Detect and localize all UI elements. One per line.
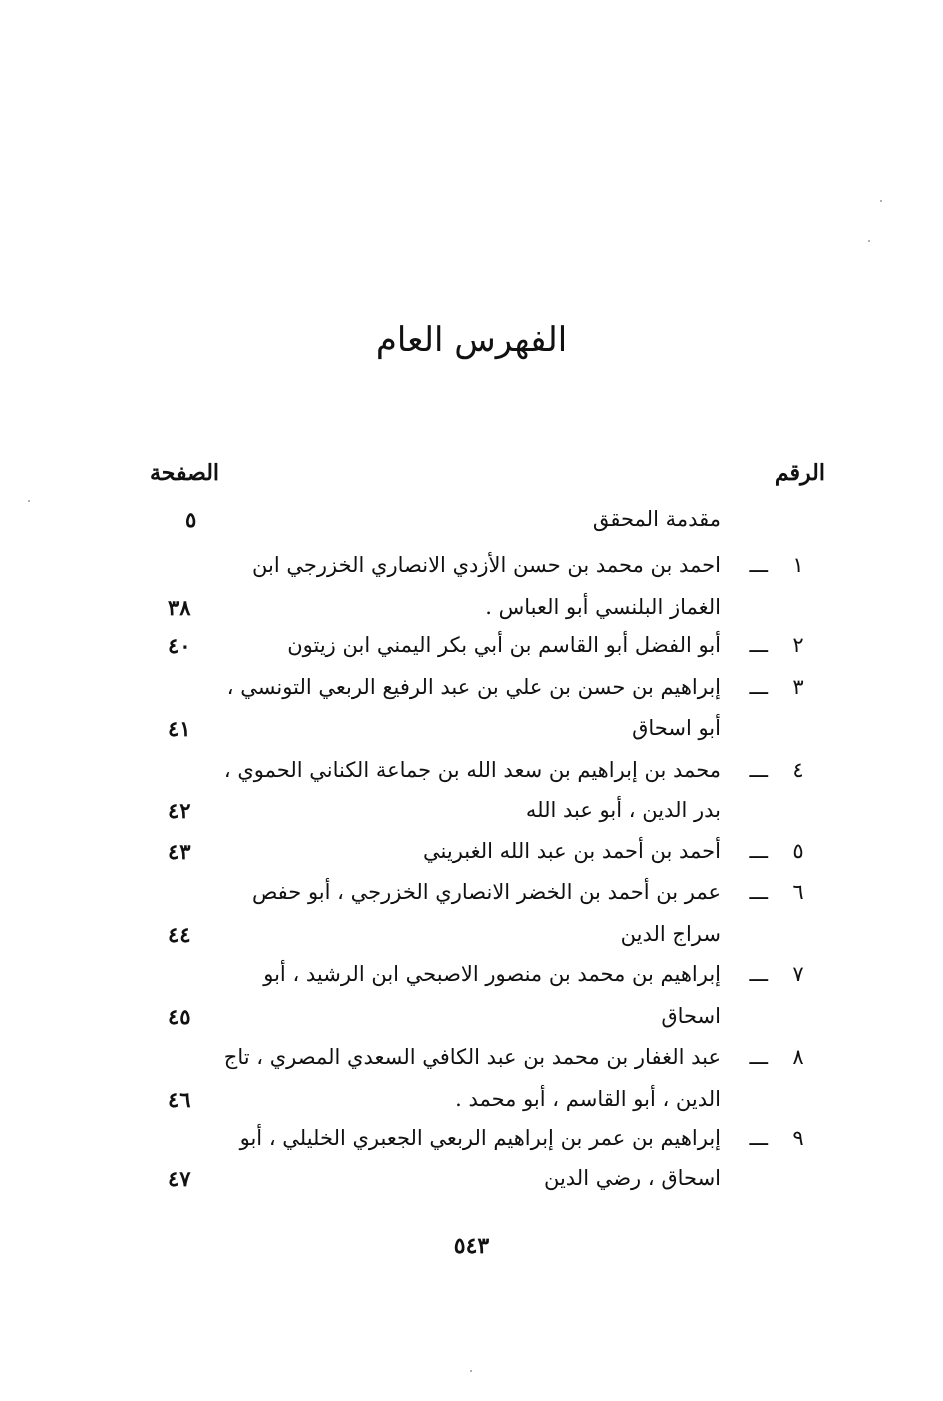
entry-text-line: أبو اسحاق [632,716,721,740]
entry-dash: ـــ [749,675,768,699]
entry-text-line: أبو الفضل أبو القاسم بن أبي بكر اليمني ابن زيتون [287,633,721,657]
page-number-footer: ٥٤٣ [453,1233,490,1259]
entry-dash: ـــ [749,758,768,782]
entry-page: ٤٤ [168,922,191,947]
entry-dash: ـــ [749,1126,768,1150]
scan-speck [470,1370,472,1372]
entry-text-line: الغماز البلنسي أبو العباس . [485,595,721,619]
entry-text-line: عمر بن أحمد بن الخضر الانصاري الخزرجي ، أبو حفص [251,880,721,904]
header-page: الصفحة [150,460,220,486]
entry-text-line: اسحاق ، رضي الدين [543,1166,721,1190]
entry-dash: ـــ [749,633,768,657]
entry-number: ٣ [792,675,804,699]
entry-text-line: إبراهيم بن محمد بن منصور الاصبحي ابن الرشيد ، أبو [263,962,721,986]
entry-dash: ـــ [749,880,768,904]
entry-dash: ـــ [749,839,768,863]
entry-page: ٤١ [168,716,191,741]
entry-number: ٢ [792,633,804,657]
entry-number: ٩ [792,1126,804,1150]
entry-number: ٤ [792,758,804,782]
scan-speck [868,240,870,242]
entry-text-line: عبد الغفار بن محمد بن عبد الكافي السعدي المصري ، تاج [223,1045,721,1069]
entry-page: ٤٣ [168,839,191,864]
entry-number: ٧ [792,962,804,986]
entry-page: ٤٧ [168,1166,191,1191]
entry-text-line: إبراهيم بن حسن بن علي بن عبد الرفيع الربعي التونسي ، [226,675,721,699]
header-number: الرقم [774,460,825,486]
entry-number: ١ [792,553,804,577]
entry-number: ٨ [792,1045,804,1069]
entry-number: ٦ [792,880,804,904]
page-title: الفهرس العام [375,320,568,360]
entry-page: ٤٠ [168,633,191,658]
entry-number: ٥ [792,839,804,863]
scan-speck [880,200,882,202]
entry-text-line: محمد بن إبراهيم بن سعد الله بن جماعة الكناني الحموي ، [223,758,721,782]
entry-text-line: سراج الدين [620,922,721,946]
entry-text-line: احمد بن محمد بن حسن الأزدي الانصاري الخزرجي ابن [252,553,721,577]
entry-page: ٤٦ [168,1087,191,1112]
entry-dash: ـــ [749,962,768,986]
entry-text-line: بدر الدين ، أبو عبد الله [525,798,721,822]
intro-page: ٥ [185,507,197,532]
entry-dash: ـــ [749,1045,768,1069]
entry-text-line: اسحاق [661,1004,721,1028]
entry-page: ٤٥ [168,1004,191,1029]
entry-page: ٣٨ [168,595,191,620]
entry-text-line: إبراهيم بن عمر بن إبراهيم الربعي الجعبري الخليلي ، أبو [239,1126,721,1150]
entry-page: ٤٢ [168,798,191,823]
entry-text-line: أحمد بن أحمد بن عبد الله الغبريني [423,839,721,863]
entry-text-line: الدين ، أبو القاسم ، أبو محمد . [455,1087,721,1111]
intro-text: مقدمة المحقق [592,507,721,531]
entry-dash: ـــ [749,553,768,577]
scan-speck [28,500,30,502]
